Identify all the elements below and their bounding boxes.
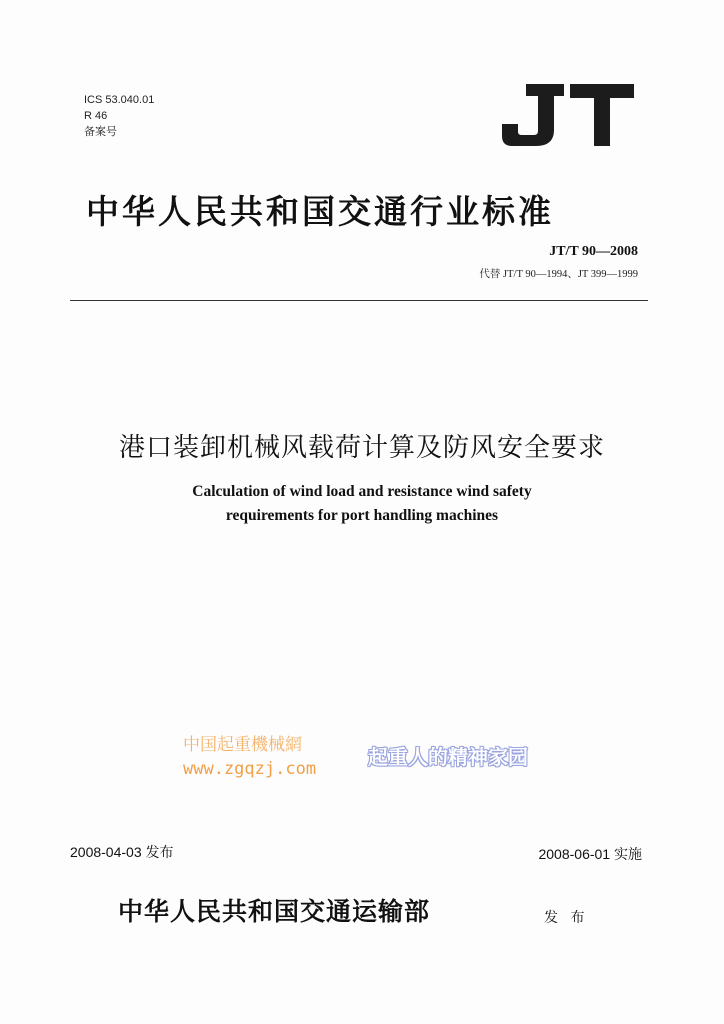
jt-logo-mark (498, 80, 638, 150)
document-title-english (0, 480, 724, 528)
publish-label: 发 布 (544, 910, 589, 926)
watermark-slogan: 起重人的精神家园 (368, 745, 528, 769)
header-divider (70, 300, 648, 301)
standard-number: JT/T 90—2008 (549, 244, 638, 259)
category-code: R 46 (84, 110, 108, 122)
title-en-line-1: Calculation of wind load and resistance wind safety (192, 483, 532, 500)
watermark-site-url: www.zgqzj.com (183, 759, 317, 779)
title-en-line-2: requirements for port handling machines (225, 507, 499, 524)
jt-logo (498, 80, 638, 150)
record-number-label: 备案号 (84, 126, 117, 138)
site-watermark (183, 733, 316, 781)
implementation-date: 2008-06-01 实施 (538, 846, 642, 862)
watermark-site-name: 中国起重機械網 (183, 735, 302, 755)
publisher-name: 中华人民共和国交通运输部 (118, 897, 431, 926)
replaced-standards: 代替 JT/T 90—1994、JT 399—1999 (479, 269, 638, 280)
document-title-chinese: 港口装卸机械风载荷计算及防风安全要求 (118, 433, 605, 463)
issue-date: 2008-04-03 发布 (70, 844, 174, 860)
classification-codes (84, 92, 154, 140)
ics-code: ICS 53.040.01 (84, 94, 155, 106)
industry-standard-title: 中华人民共和国交通行业标准 (86, 192, 554, 231)
